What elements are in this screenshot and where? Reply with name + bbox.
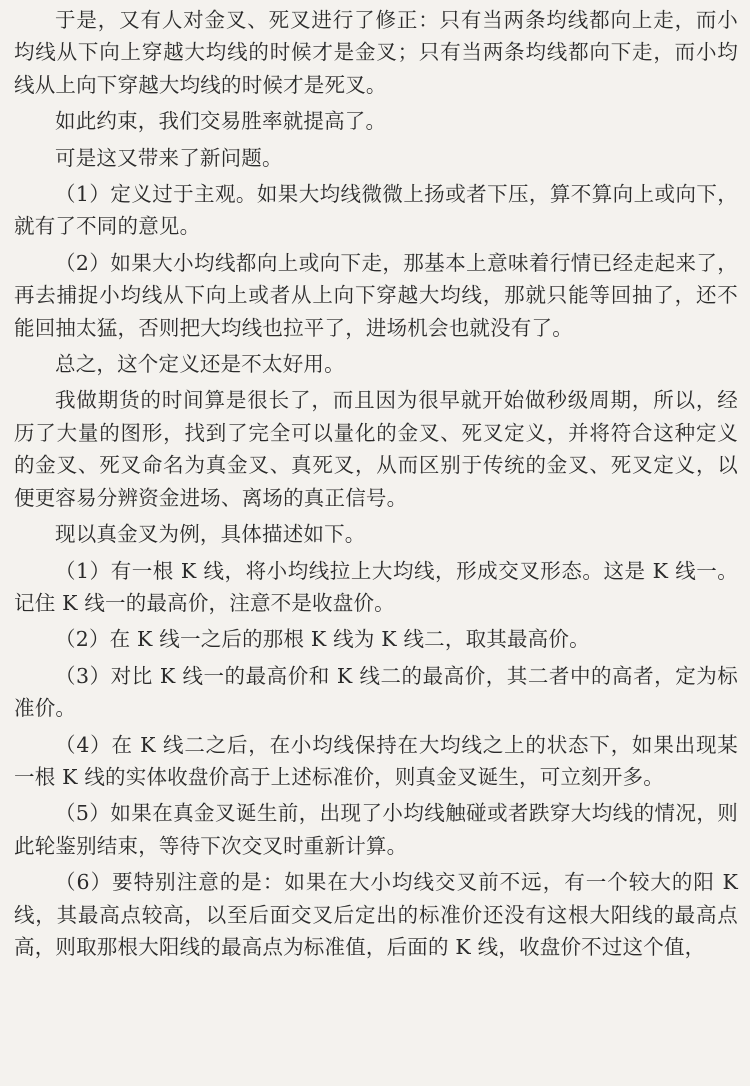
paragraph-5: （2）如果大小均线都向上或向下走，那基本上意味着行情已经走起来了，再去捕捉小均线从下向上或者从上向下穿越大均线，那就只能等回抽了，还不能回抽太猛，否则把大均线也拉平了，进场机会也就没有了。 xyxy=(14,250,738,340)
paragraph-9: （1）有一根 K 线，将小均线拉上大均线，形成交叉形态。这是 K 线一。记住 K 线一的最高价，注意不是收盘价。 xyxy=(14,558,738,615)
paragraph-12: （4）在 K 线二之后，在小均线保持在大均线之上的状态下，如果出现某一根 K 线的实体收盘价高于上述标准价，则真金叉诞生，可立刻开多。 xyxy=(14,732,738,789)
paragraph-1: 于是，又有人对金叉、死叉进行了修正：只有当两条均线都向上走，而小均线从下向上穿越大均线的时候才是金叉；只有当两条均线都向下走，而小均线从上向下穿越大均线的时候才是死叉。 xyxy=(14,8,738,97)
paragraph-4: （1）定义过于主观。如果大均线微微上扬或者下压，算不算向上或向下，就有了不同的意见。 xyxy=(14,182,738,239)
paragraph-3: 可是这又带来了新问题。 xyxy=(55,145,283,170)
paragraph-14: （6）要特别注意的是：如果在大小均线交叉前不远，有一个较大的阳 K 线，其最高点较高，以至后面交叉后定出的标准价还没有这根大阳线的最高点高，则取那根大阳线的最高点为标准值，后面的 K 线，收盘价不过这个值， xyxy=(14,870,738,959)
paragraph-2: 如此约束，我们交易胜率就提高了。 xyxy=(55,109,387,134)
paragraph-13: （5）如果在真金叉诞生前，出现了小均线触碰或者跌穿大均线的情况，则此轮鉴别结束，等待下次交叉时重新计算。 xyxy=(14,801,738,858)
paragraph-7: 我做期货的时间算是很长了，而且因为很早就开始做秒级周期，所以，经历了大量的图形，找到了完全可以量化的金叉、死叉定义，并将符合这种定义的金叉、死叉命名为真金叉、真死叉，从而区别于传统的金叉、死叉定义，以便更容易分辨资金进场、离场的真正信号。 xyxy=(14,388,738,510)
document-page xyxy=(14,4,738,963)
paragraph-6: 总之，这个定义还是不太好用。 xyxy=(55,352,345,377)
paragraph-11: （3）对比 K 线一的最高价和 K 线二的最高价，其二者中的高者，定为标准价。 xyxy=(14,663,738,721)
paragraph-10: （2）在 K 线一之后的那根 K 线为 K 线二，取其最高价。 xyxy=(55,627,590,652)
paragraph-8: 现以真金叉为例，具体描述如下。 xyxy=(55,522,366,547)
